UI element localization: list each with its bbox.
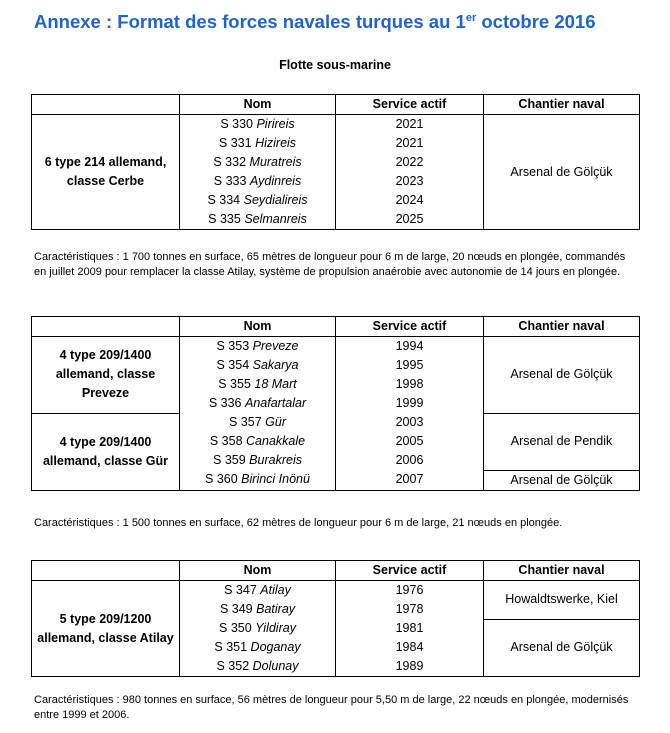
header-service: Service actif: [336, 317, 484, 337]
service-year: 1995: [336, 356, 484, 375]
table-type-209-1400: [31, 316, 640, 491]
sub-name-cell: S 333 Aydinreis: [180, 172, 336, 191]
class-label: 4 type 209/1400 allemand, classe Preveze: [32, 337, 180, 414]
header-empty: [32, 95, 180, 115]
shipyard-cell: Howaldtswerke, Kiel: [484, 581, 640, 620]
service-year: 2023: [336, 172, 484, 191]
service-year: 2005: [336, 432, 484, 451]
sub-name-cell: S 349 Batiray: [180, 600, 336, 619]
header-service: Service actif: [336, 95, 484, 115]
shipyard-cell: Arsenal de Gölçük: [484, 470, 640, 490]
service-year: 2021: [336, 115, 484, 135]
service-year: 1984: [336, 638, 484, 657]
table-row: [32, 115, 640, 135]
class-label: 6 type 214 allemand, classe Cerbe: [32, 115, 180, 230]
service-year: 2006: [336, 451, 484, 470]
table-header-row: [32, 561, 640, 581]
class-label: 4 type 209/1400 allemand, classe Gür: [32, 413, 180, 490]
header-nom: Nom: [180, 95, 336, 115]
sub-name-cell: S 359 Burakreis: [180, 451, 336, 470]
sub-name-cell: S 360 Birinci Inönü: [180, 470, 336, 490]
service-year: 1989: [336, 657, 484, 677]
shipyard-cell: Arsenal de Gölçük: [484, 619, 640, 677]
sub-name-cell: S 332 Muratreis: [180, 153, 336, 172]
sub-name-cell: S 354 Sakarya: [180, 356, 336, 375]
sub-name-cell: S 351 Doganay: [180, 638, 336, 657]
service-year: 1978: [336, 600, 484, 619]
service-year: 2024: [336, 191, 484, 210]
shipyard-cell: Arsenal de Pendik: [484, 413, 640, 470]
header-nom: Nom: [180, 561, 336, 581]
service-year: 1999: [336, 394, 484, 413]
characteristics-note: Caractéristiques : 1 500 tonnes en surface, 62 mètres de longueur pour 6 m de large, 21 nœuds en plongée.: [34, 517, 563, 529]
header-nom: Nom: [180, 317, 336, 337]
service-year: 1994: [336, 337, 484, 357]
sub-name-cell: S 358 Canakkale: [180, 432, 336, 451]
sub-name-cell: S 335 Selmanreis: [180, 210, 336, 230]
sub-name-cell: S 334 Seydialireis: [180, 191, 336, 210]
service-year: 2022: [336, 153, 484, 172]
service-year: 2021: [336, 134, 484, 153]
sub-name-cell: S 353 Preveze: [180, 337, 336, 357]
table-type-209-1200: [31, 560, 640, 677]
sub-name-cell: S 352 Dolunay: [180, 657, 336, 677]
sub-name-cell: S 347 Atilay: [180, 581, 336, 601]
sub-name-cell: S 331 Hizireis: [180, 134, 336, 153]
header-chantier: Chantier naval: [484, 317, 640, 337]
characteristics-note: Caractéristiques : 1 700 tonnes en surface, 65 mètres de longueur pour 6 m de large, 20 nœuds en plongée, commandés en juillet 2009 pour remplacer la classe Atilay, système de propulsion anaérobie avec autonomie de 14 jours en plongée.: [34, 251, 626, 278]
shipyard-cell: Arsenal de Gölçük: [484, 337, 640, 414]
service-year: 2007: [336, 470, 484, 490]
section-subtitle: Flotte sous-marine: [279, 58, 391, 72]
page-title: Annexe : Format des forces navales turques au 1er octobre 2016: [34, 11, 596, 32]
sub-name-cell: S 357 Gür: [180, 413, 336, 432]
table-header-row: [32, 317, 640, 337]
sub-name-cell: S 330 Pirireis: [180, 115, 336, 135]
service-year: 1998: [336, 375, 484, 394]
table-type-214: [31, 94, 640, 230]
service-year: 1981: [336, 619, 484, 638]
characteristics-note: Caractéristiques : 980 tonnes en surface, 56 mètres de longueur pour 5,50 m de large, 22 nœuds en plongée, modernisés entre 1999 et 2006.: [34, 694, 629, 721]
sub-name-cell: S 350 Yildiray: [180, 619, 336, 638]
header-chantier: Chantier naval: [484, 561, 640, 581]
header-empty: [32, 561, 180, 581]
header-empty: [32, 317, 180, 337]
table-row: [32, 337, 640, 357]
class-label: 5 type 209/1200 allemand, classe Atilay: [32, 581, 180, 677]
service-year: 2003: [336, 413, 484, 432]
table-row: [32, 581, 640, 601]
header-chantier: Chantier naval: [484, 95, 640, 115]
sub-name-cell: S 355 18 Mart: [180, 375, 336, 394]
table-header-row: [32, 95, 640, 115]
service-year: 1976: [336, 581, 484, 601]
table-row: [32, 413, 640, 432]
service-year: 2025: [336, 210, 484, 230]
sub-name-cell: S 336 Anafartalar: [180, 394, 336, 413]
shipyard-cell: Arsenal de Gölçük: [484, 115, 640, 230]
header-service: Service actif: [336, 561, 484, 581]
